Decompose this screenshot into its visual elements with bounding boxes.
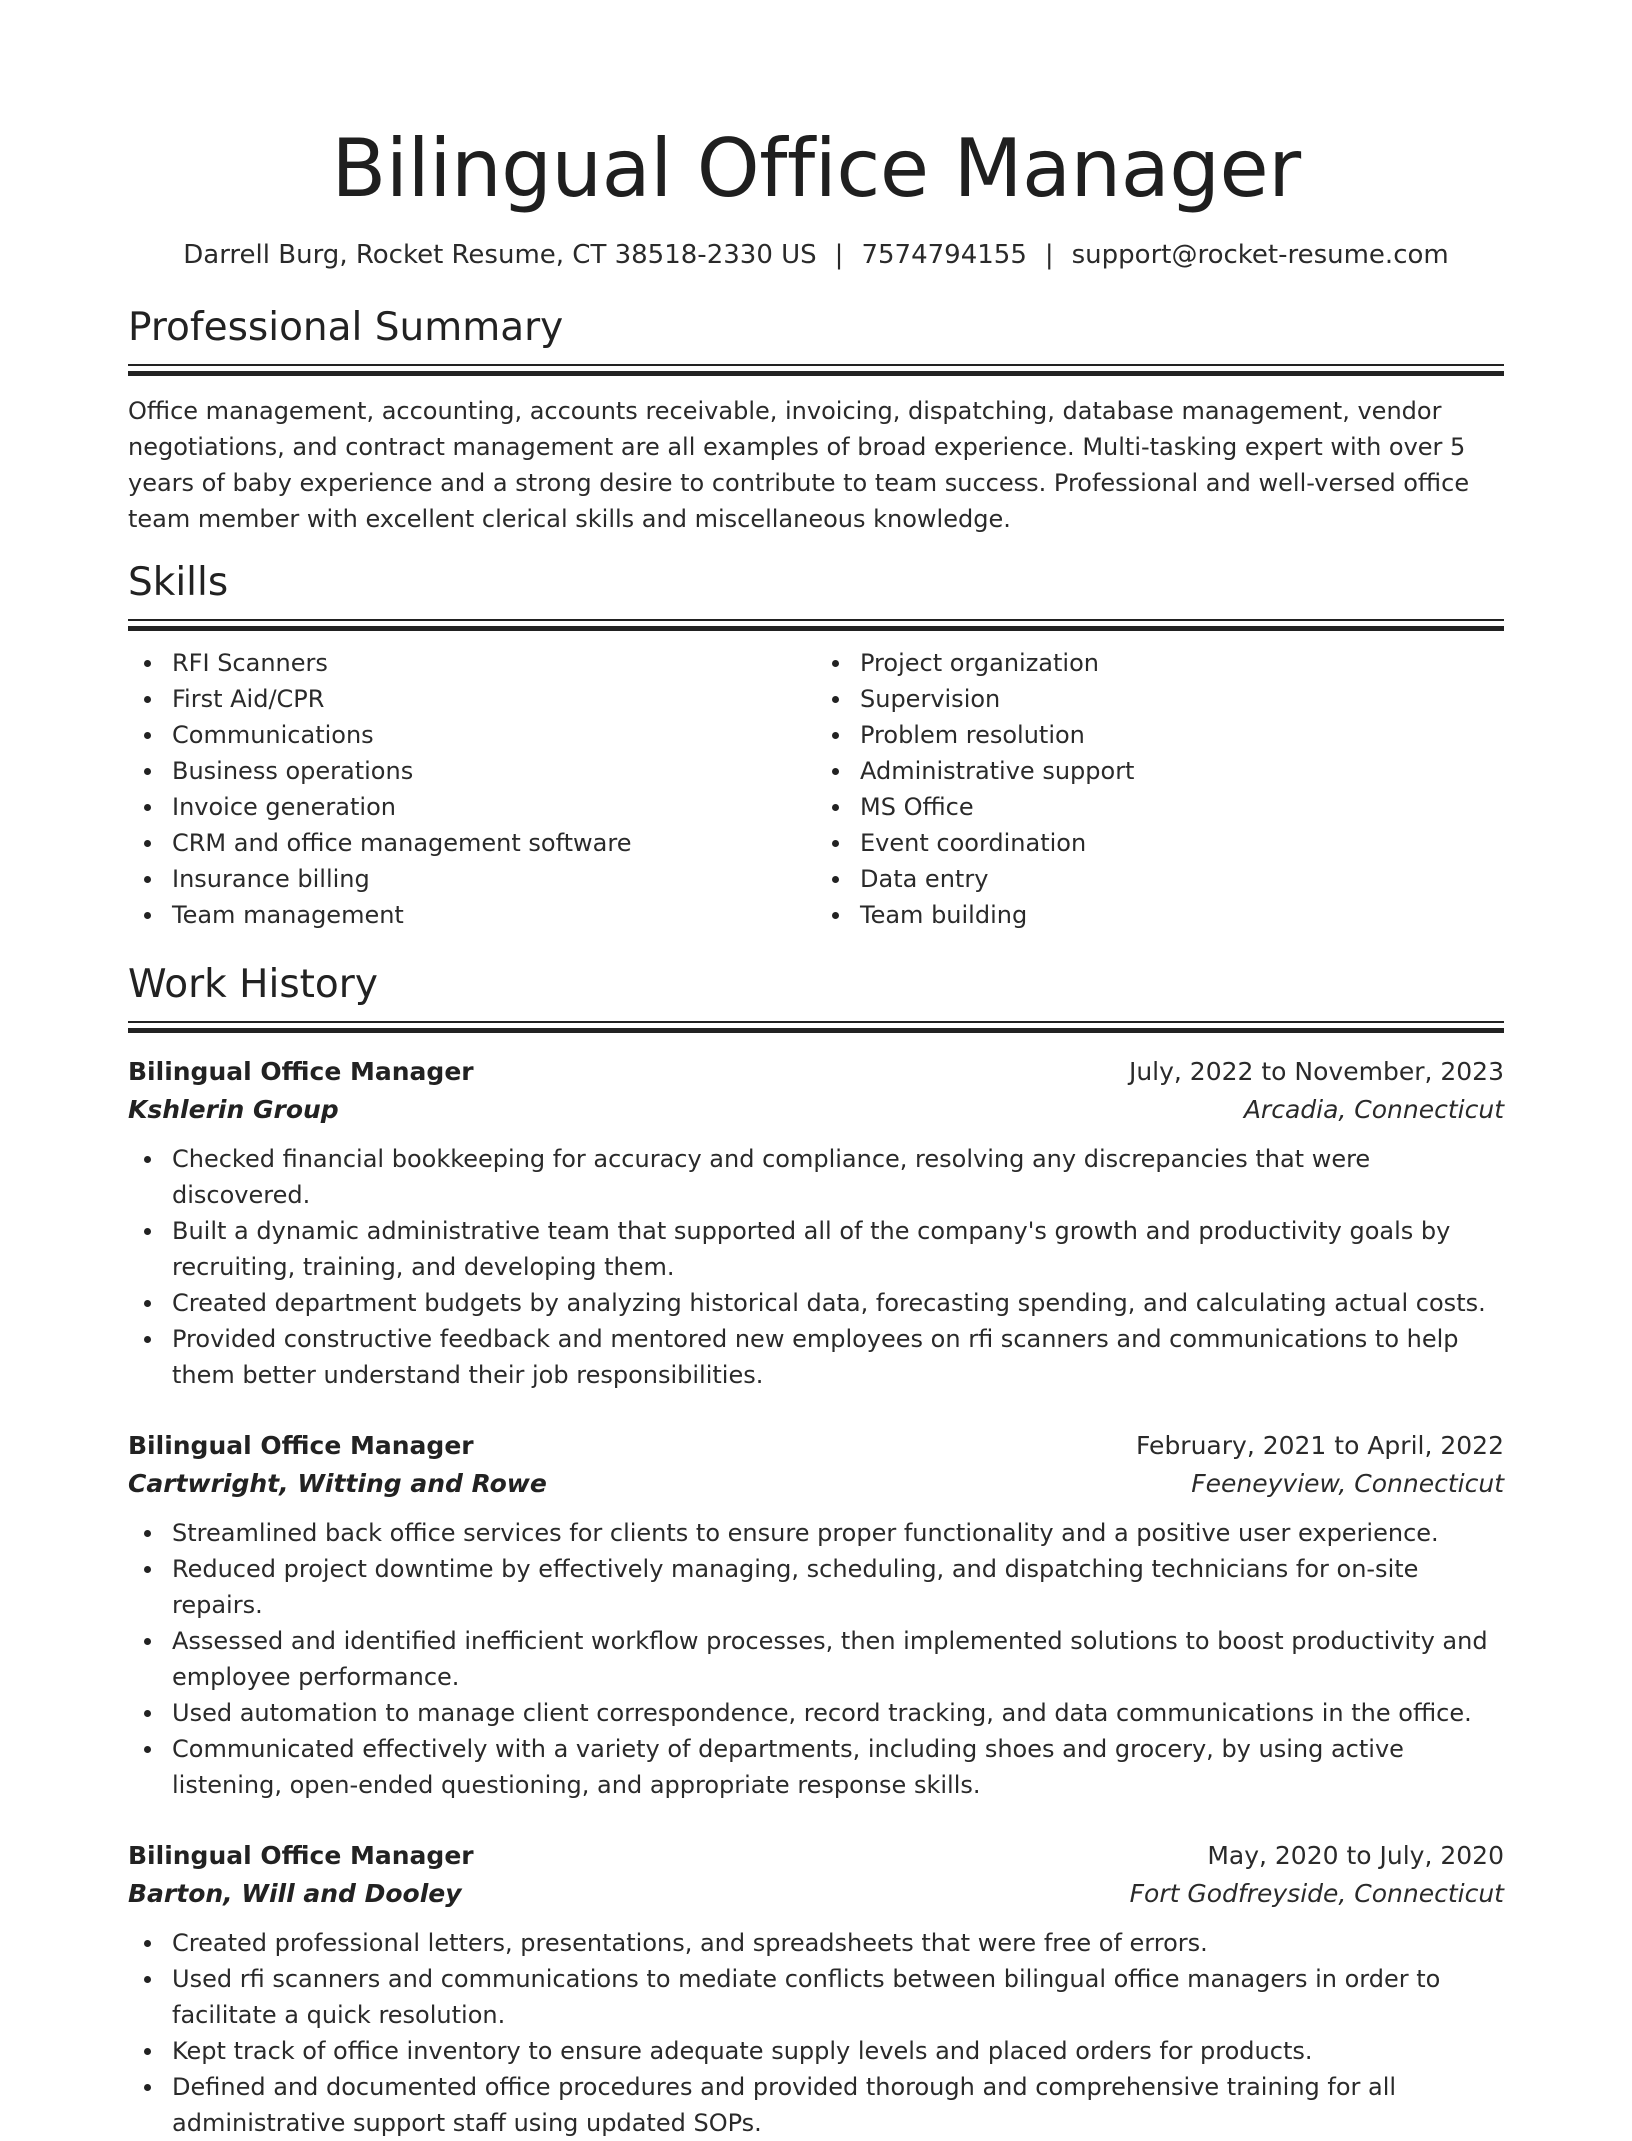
skills-column-right — [816, 645, 1504, 933]
section-divider — [128, 364, 1504, 376]
job-bullet: Created professional letters, presentations, and spreadsheets that were free of errors. — [172, 1925, 1504, 1961]
skills-section — [128, 559, 1504, 933]
job-employer-row — [128, 1875, 1504, 1913]
job-bullets — [128, 1925, 1504, 2141]
job-dates: May, 2020 to July, 2020 — [1207, 1841, 1504, 1870]
job-title: Bilingual Office Manager — [128, 1057, 474, 1086]
job-title: Bilingual Office Manager — [128, 1841, 474, 1870]
resume-title: Bilingual Office Manager — [331, 122, 1301, 215]
job-dates: July, 2022 to November, 2023 — [1128, 1057, 1504, 1086]
skill-item: Project organization — [860, 645, 1504, 681]
job-bullet: Used automation to manage client correspondence, record tracking, and data communications in the office. — [172, 1695, 1504, 1731]
skill-item: Event coordination — [860, 825, 1504, 861]
job-header-row — [128, 1427, 1504, 1465]
section-heading-skills: Skills — [128, 560, 229, 605]
job-location: Arcadia, Connecticut — [1243, 1095, 1504, 1124]
job-bullet: Reduced project downtime by effectively managing, scheduling, and dispatching technicians for on-site repairs. — [172, 1551, 1504, 1623]
skills-column-left — [128, 645, 816, 933]
work-history-section — [128, 961, 1504, 2141]
skill-item: Business operations — [172, 753, 816, 789]
skill-item: First Aid/CPR — [172, 681, 816, 717]
contact-address: Darrell Burg, Rocket Resume, CT 38518-2330 US — [183, 240, 817, 270]
skills-grid — [128, 645, 1504, 933]
skill-item: CRM and office management software — [172, 825, 816, 861]
job-header-row — [128, 1053, 1504, 1091]
job-location: Feeneyview, Connecticut — [1191, 1469, 1504, 1498]
skill-item: Insurance billing — [172, 861, 816, 897]
job-employer-row — [128, 1465, 1504, 1503]
job-location: Fort Godfreyside, Connecticut — [1129, 1879, 1504, 1908]
job-bullet: Defined and documented office procedures and provided thorough and comprehensive training for all administrative support staff using updated SOPs. — [172, 2069, 1504, 2141]
job-company: Barton, Will and Dooley — [128, 1879, 462, 1908]
job-bullet: Communicated effectively with a variety of departments, including shoes and grocery, by using active listening, open-ended questioning, and appropriate response skills. — [172, 1731, 1504, 1803]
contact-line — [128, 238, 1504, 272]
skill-item: Supervision — [860, 681, 1504, 717]
job-bullet: Assessed and identified inefficient workflow processes, then implemented solutions to boost productivity and employee performance. — [172, 1623, 1504, 1695]
skill-item: MS Office — [860, 789, 1504, 825]
job-title: Bilingual Office Manager — [128, 1431, 474, 1460]
job-bullet: Streamlined back office services for clients to ensure proper functionality and a positive user experience. — [172, 1515, 1504, 1551]
skill-item: Team management — [172, 897, 816, 933]
skill-item: Communications — [172, 717, 816, 753]
contact-email: support@rocket-resume.com — [1071, 240, 1449, 270]
section-divider — [128, 1021, 1504, 1033]
skill-item: Administrative support — [860, 753, 1504, 789]
skill-item: RFI Scanners — [172, 645, 816, 681]
contact-phone: 7574794155 — [861, 240, 1027, 270]
skill-item: Data entry — [860, 861, 1504, 897]
section-divider — [128, 619, 1504, 631]
job-header-row — [128, 1837, 1504, 1875]
summary-text: Office management, accounting, accounts receivable, invoicing, dispatching, database management, vendor negotiations, and contract management are all examples of broad experience. Multi-tasking expert with over 5 years of baby experience and a strong desire to contribute to team success. Professional and well-versed office team member with excellent clerical skills and miscellaneous knowledge. — [128, 397, 1470, 533]
professional-summary-section — [128, 304, 1504, 537]
job-bullets — [128, 1515, 1504, 1803]
job-dates: February, 2021 to April, 2022 — [1136, 1431, 1504, 1460]
job-bullet: Used rfi scanners and communications to mediate conflicts between bilingual office managers in order to facilitate a quick resolution. — [172, 1961, 1504, 2033]
job-entry — [128, 1427, 1504, 1803]
job-bullet: Kept track of office inventory to ensure adequate supply levels and placed orders for products. — [172, 2033, 1504, 2069]
job-company: Kshlerin Group — [128, 1095, 339, 1124]
job-bullet: Provided constructive feedback and mentored new employees on rfi scanners and communications to help them better understand their job responsibilities. — [172, 1321, 1504, 1393]
job-company: Cartwright, Witting and Rowe — [128, 1469, 547, 1498]
job-employer-row — [128, 1091, 1504, 1129]
skill-item: Team building — [860, 897, 1504, 933]
job-bullets — [128, 1141, 1504, 1393]
contact-separator: | — [834, 240, 844, 270]
skill-item: Problem resolution — [860, 717, 1504, 753]
job-entry — [128, 1053, 1504, 1393]
job-entry — [128, 1837, 1504, 2141]
section-heading-summary: Professional Summary — [128, 305, 564, 350]
job-bullet: Built a dynamic administrative team that supported all of the company's growth and productivity goals by recruiting, training, and developing them. — [172, 1213, 1504, 1285]
job-bullet: Checked financial bookkeeping for accuracy and compliance, resolving any discrepancies that were discovered. — [172, 1141, 1504, 1213]
contact-separator: | — [1044, 240, 1054, 270]
job-bullet: Created department budgets by analyzing historical data, forecasting spending, and calculating actual costs. — [172, 1285, 1504, 1321]
section-heading-work-history: Work History — [128, 962, 378, 1007]
skill-item: Invoice generation — [172, 789, 816, 825]
